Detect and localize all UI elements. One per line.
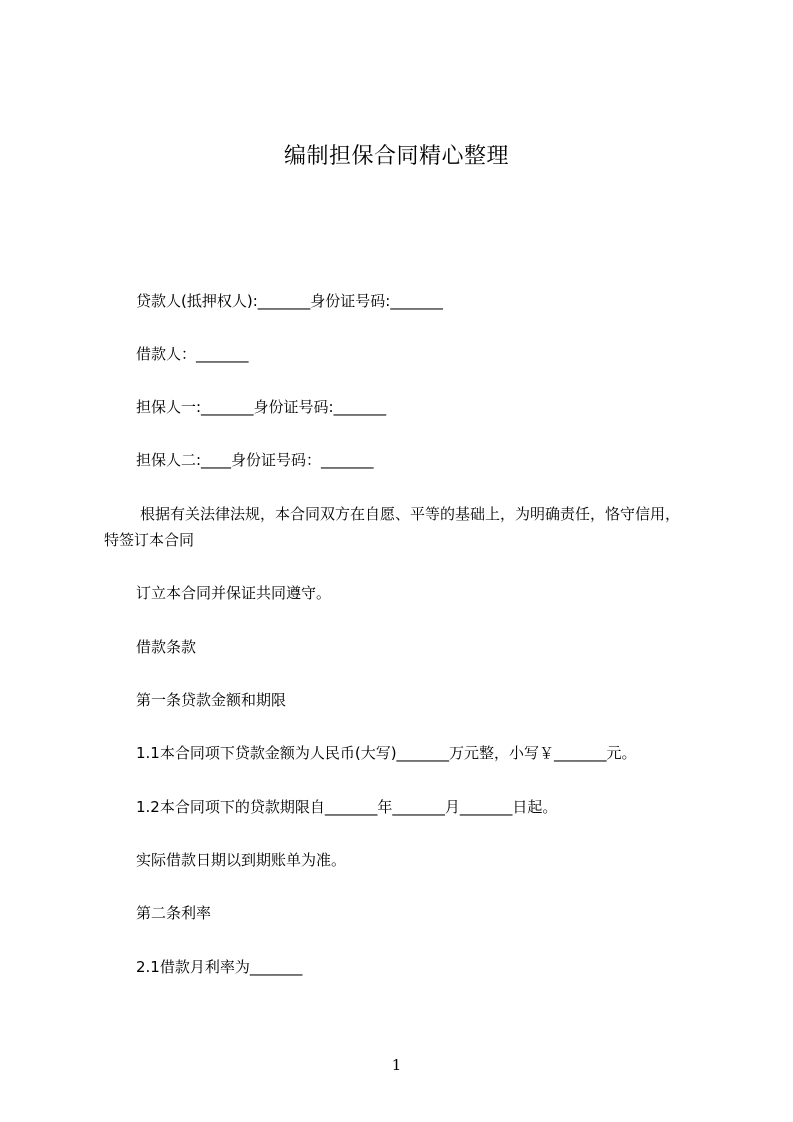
clause-1-1: 1.1本合同项下贷款金额为人民币(大写)_______万元整，小写￥_______元。	[136, 744, 637, 762]
article-one-heading: 第一条贷款金额和期限	[136, 691, 287, 709]
article-two-heading: 第二条利率	[136, 904, 212, 922]
section-heading: 借款条款	[136, 638, 197, 656]
guarantor-one-line: 担保人一:_______身份证号码:_______	[136, 398, 387, 416]
clause-2-1: 2.1借款月利率为_______	[136, 958, 303, 976]
actual-date-note: 实际借款日期以到期账单为准。	[136, 851, 347, 869]
page-number: 1	[391, 1056, 402, 1074]
lender-line: 贷款人(抵押权人):_______身份证号码:_______	[136, 292, 443, 310]
guarantor-two-line: 担保人二:____身份证号码：_______	[136, 451, 374, 469]
document-title: 编制担保合同精心整理	[283, 144, 509, 169]
borrower-line: 借款人：_______	[136, 345, 249, 363]
clause-1-2: 1.2本合同项下的贷款期限自_______年_______月_______日起。	[136, 798, 558, 816]
intro-paragraph-line1: 根据有关法律法规，本合同双方在自愿、平等的基础上，为明确责任，恪守信用，	[140, 505, 681, 523]
intro-paragraph-line2: 特签订本合同	[104, 531, 195, 549]
intro-continuation: 订立本合同并保证共同遵守。	[136, 584, 332, 602]
